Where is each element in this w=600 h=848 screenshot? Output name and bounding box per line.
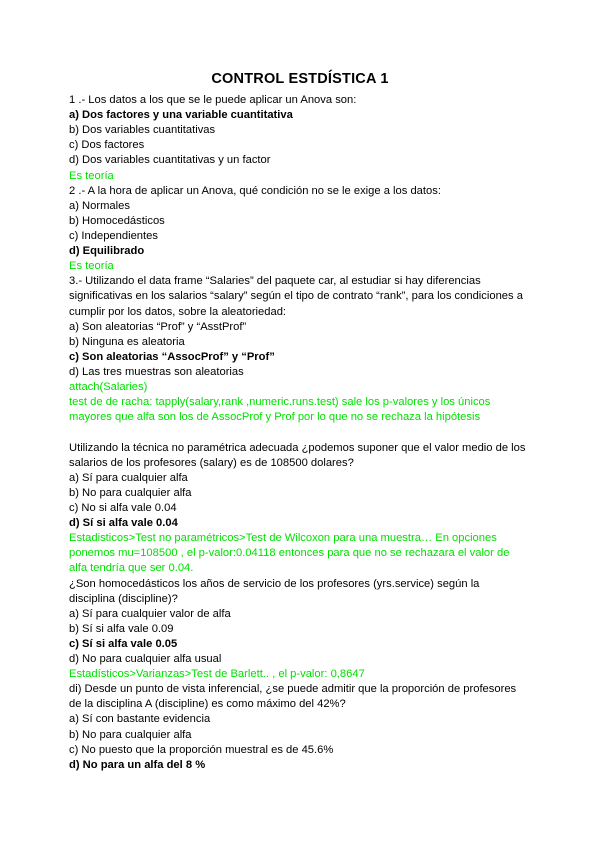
answer-option-line: a) Son aleatorias “Prof” y “AsstProf” xyxy=(69,320,247,333)
question-line: ¿Son homocedásticos los años de servicio de los profesores (yrs.service) según la xyxy=(69,577,480,590)
answer-option-line: a) Sí con bastante evidencia xyxy=(69,713,211,726)
question-line: di) Desde un punto de vista inferencial, ¿se puede admitir que la proporción de profesores xyxy=(69,683,517,696)
correct-answer-line: d) Sí si alfa vale 0.04 xyxy=(69,517,178,530)
answer-option-line: b) Dos variables cuantitativas xyxy=(69,124,216,137)
answer-option-line: c) No puesto que la proporción muestral es de 45.6% xyxy=(69,743,334,756)
answer-option-line: b) No para cualquier alfa xyxy=(69,728,192,741)
solution-note-line: Estadisticos>Test no paramétricos>Test de Wilcoxon para una muestra… En opciones xyxy=(69,532,497,545)
answer-option-line: b) No para cualquier alfa xyxy=(69,486,192,499)
answer-option-line: d) Dos variables cuantitativas y un factor xyxy=(69,154,271,167)
solution-note-line: alfa tendría que ser 0.04. xyxy=(69,562,194,575)
question-line: salarios de los profesores (salary) es de 108500 dolares? xyxy=(69,456,354,469)
solution-note-line: ponemos mu=108500 , el p-valor:0.04118 entonces para que no se rechazara el valor de xyxy=(69,547,510,560)
answer-option-line: a) Sí para cualquier alfa xyxy=(69,471,188,484)
solution-note-line: Es teoría xyxy=(69,260,114,273)
solution-note-line: mayores que alfa son los de AssocProf y Prof por lo que no se rechaza la hipótesis xyxy=(69,411,481,424)
question-line: disciplina (discipline)? xyxy=(69,592,178,605)
correct-answer-line: c) Sí si alfa vale 0.05 xyxy=(69,637,178,650)
solution-note-line: Es teoría xyxy=(69,169,114,182)
answer-option-line: a) Normales xyxy=(69,199,130,212)
question-line: cumplir por los datos, sobre la aleatoriedad: xyxy=(69,305,287,318)
answer-option-line: d) Las tres muestras son aleatorias xyxy=(69,365,244,378)
answer-option-line: c) Dos factores xyxy=(69,139,145,152)
solution-note-line: Estadísticos>Varianzas>Test de Barlett.. , el p-valor: 0,8647 xyxy=(69,668,365,681)
question-line: 1 .- Los datos a los que se le puede aplicar un Anova son: xyxy=(69,94,357,106)
correct-answer-line: d) Equilibrado xyxy=(69,245,145,258)
document-title: CONTROL ESTDÍSTICA 1 xyxy=(211,71,389,87)
answer-option-line: d) No para cualquier alfa usual xyxy=(69,653,222,666)
answer-option-line: b) Homocedásticos xyxy=(69,214,165,227)
correct-answer-line: a) Dos factores y una variable cuantitativa xyxy=(69,109,293,122)
correct-answer-line: d) No para un alfa del 8 % xyxy=(69,758,206,771)
answer-option-line: b) Sí si alfa vale 0.09 xyxy=(69,622,174,635)
answer-option-line: c) No si alfa vale 0.04 xyxy=(69,501,177,514)
solution-note-line: attach(Salaries) xyxy=(69,381,148,394)
question-line: Utilizando la técnica no paramétrica adecuada ¿podemos suponer que el valor medio de los xyxy=(69,441,526,454)
question-line: 3.- Utilizando el data frame “Salaries” del paquete car, al estudiar si hay diferencias xyxy=(69,275,481,288)
question-line: de la disciplina A (discipline) es como máximo del 42%? xyxy=(69,698,346,711)
answer-option-line: a) Sí para cualquier valor de alfa xyxy=(69,607,231,620)
document-body xyxy=(69,93,549,773)
answer-option-line: b) Ninguna es aleatoria xyxy=(69,335,185,348)
question-line: 2 .- A la hora de aplicar un Anova, qué condición no se le exige a los datos: xyxy=(69,184,441,197)
correct-answer-line: c) Son aleatorias “AssocProf” y “Prof” xyxy=(69,350,275,363)
solution-note-line: test de de racha: tapply(salary,rank ,numeric.runs.test) sale los p-valores y los únicos xyxy=(69,396,491,409)
answer-option-line: c) Independientes xyxy=(69,229,158,242)
blank-line xyxy=(69,425,549,440)
question-line: significativas en los salarios “salary” según el tipo de contrato “rank”, para los condiciones a xyxy=(69,290,523,303)
